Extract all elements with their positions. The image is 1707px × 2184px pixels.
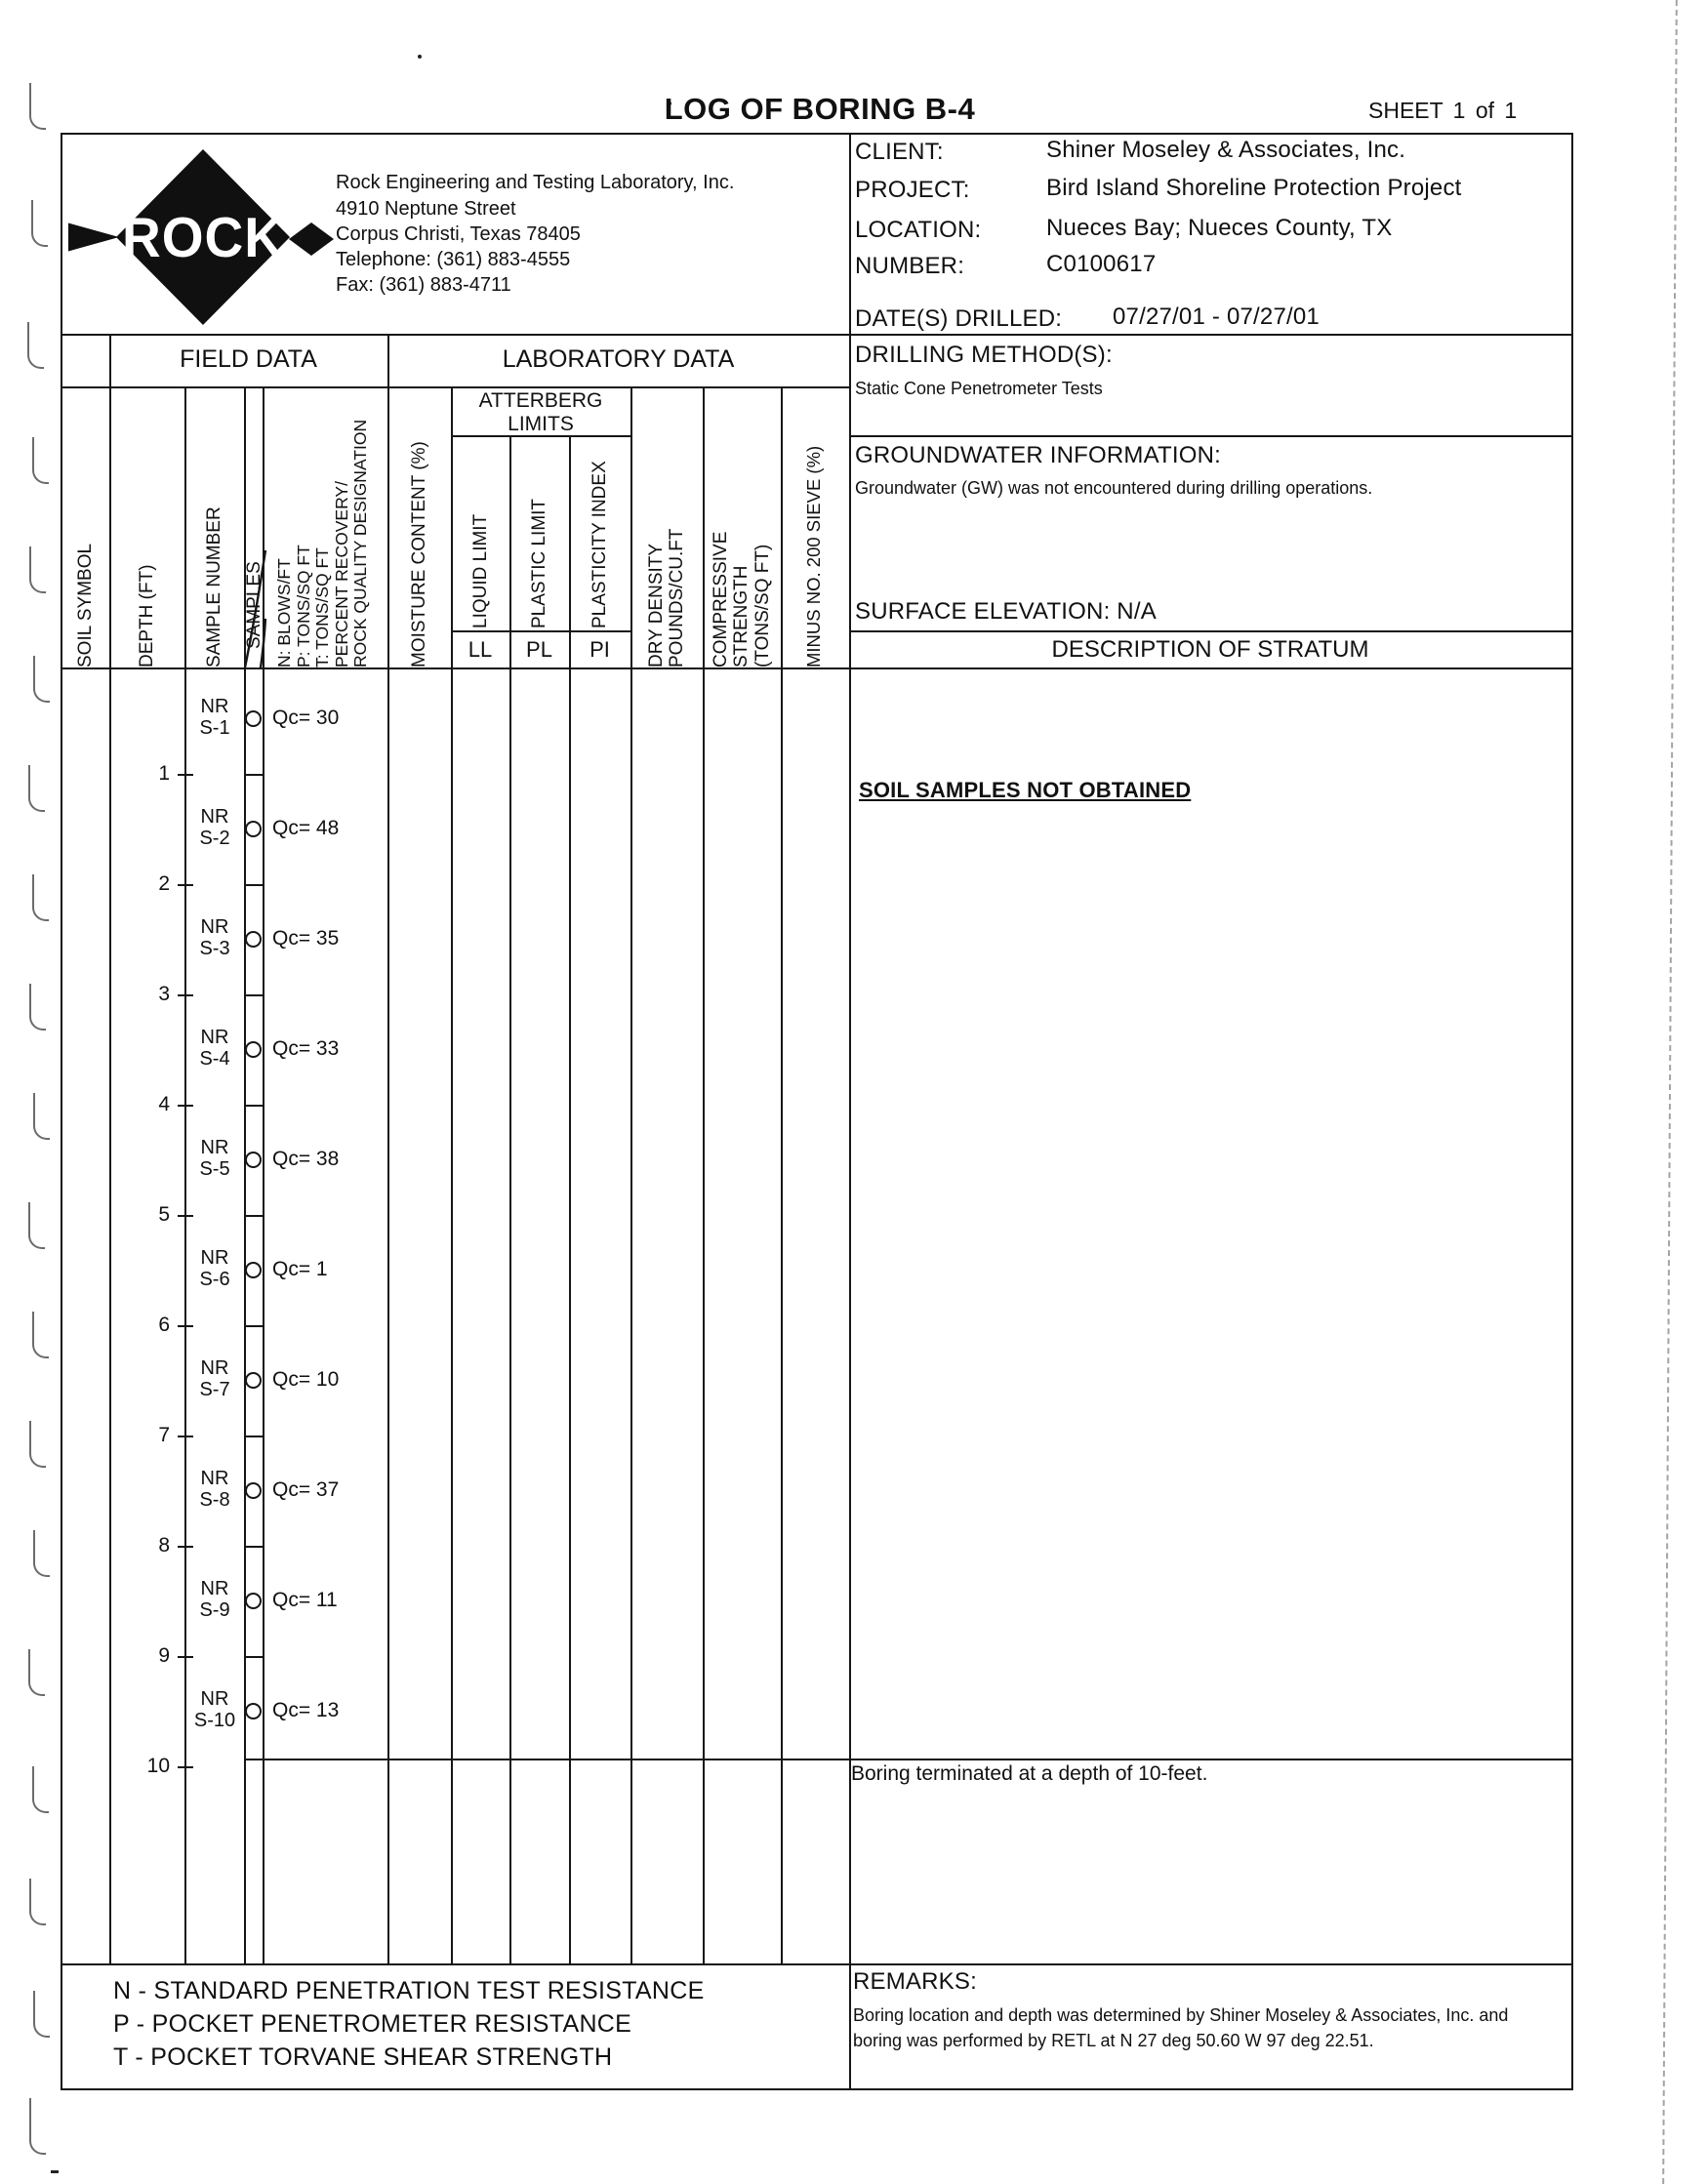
client-value: Shiner Moseley & Associates, Inc. [1046,137,1406,163]
dates-drilled-value: 07/27/01 - 07/27/01 [1113,303,1320,330]
depth-tick [178,1215,193,1217]
scan-artifact [29,1421,46,1468]
remarks-label: REMARKS: [853,1968,977,1995]
sample-number: NR S-8 [199,1468,230,1511]
scan-artifact [32,1766,49,1813]
location-value: Nueces Bay; Nueces County, TX [1046,215,1393,241]
qc-value: Qc= 37 [272,1478,340,1501]
sample-symbol [245,1703,262,1719]
scan-artifact [32,437,49,484]
strip-tick [244,1105,264,1107]
depth-tick [178,774,193,776]
rule-col [703,386,705,1965]
rule-main-divider [849,133,851,2090]
rock-logo-left-arrow [68,219,119,256]
surface-elevation: SURFACE ELEVATION: N/A [855,598,1157,625]
col-plasticity-index: PLASTICITY INDEX [589,461,610,628]
rule-left-border [61,133,62,2090]
scan-artifact [33,1530,50,1577]
depth-tick [178,1325,193,1327]
rock-logo-right-diamond [289,222,334,256]
col-sample-number: SAMPLE NUMBER [204,506,224,667]
qc-value: Qc= 38 [272,1148,340,1170]
scan-artifact [29,546,46,593]
sample-number: NR S-9 [199,1578,230,1621]
location-label: LOCATION: [855,217,982,243]
rule-header-bottom [61,334,1573,336]
company-address1: 4910 Neptune Street [336,198,516,220]
depth-mark: 5 [158,1203,170,1226]
depth-tick [178,1766,193,1768]
company-name: Rock Engineering and Testing Laboratory, Inc. [336,172,735,193]
rule-col [109,334,111,1965]
depth-tick [178,1105,193,1107]
rule-table-bottom [61,1963,1573,1965]
stratum-note: SOIL SAMPLES NOT OBTAINED [859,778,1192,802]
page-edge-line [1662,0,1678,2184]
strip-tick [244,1546,264,1548]
rule-col [781,386,783,1965]
groundwater-label: GROUNDWATER INFORMATION: [855,442,1221,468]
rule-termination-depth [244,1759,1573,1760]
col-plastic-limit: PLASTIC LIMIT [529,498,549,628]
scan-artifact [28,765,45,812]
col-dry-density: DRY DENSITY POUNDS/CU.FT [646,528,688,667]
depth-tick [178,1656,193,1658]
sample-number: NR S-4 [199,1027,230,1070]
strip-tick [244,1215,264,1217]
sample-symbol [245,710,262,727]
scan-dot [418,55,422,59]
client-label: CLIENT: [855,139,944,165]
depth-tick [178,994,193,996]
company-address2: Corpus Christi, Texas 78405 [336,223,581,245]
col-n-block: N: BLOWS/FT P: TONS/SQ FT T: TONS/SQ FT PERCENT RECOVERY/ ROCK QUALITY DESIGNATION [274,419,371,667]
scan-artifact [33,656,50,703]
rule-col [509,435,511,1965]
rock-logo-text: ROCK [122,205,284,269]
scan-artifact [29,2098,46,2155]
project-value: Bird Island Shoreline Protection Project [1046,175,1462,201]
legend-t: T - POCKET TORVANE SHEAR STRENGTH [113,2043,613,2071]
depth-tick [178,884,193,886]
sample-number: NR S-1 [199,696,230,739]
rule-top-border [61,133,1573,135]
pi-cell: PI [589,637,610,662]
pl-cell: PL [526,637,552,662]
sample-number: NR S-6 [199,1247,230,1290]
atterberg-subtitle: LIMITS [508,413,574,435]
scan-artifact [32,874,49,921]
sample-symbol [245,1041,262,1058]
col-soil-symbol: SOIL SYMBOL [75,543,96,667]
scan-artifact [29,1879,46,1925]
drilling-method-value: Static Cone Penetrometer Tests [855,379,1103,398]
scan-artifact [29,984,46,1031]
number-value: C0100617 [1046,251,1157,277]
project-label: PROJECT: [855,177,970,203]
rule-drilling-bottom [849,435,1573,437]
sample-symbol [245,1593,262,1609]
strip-tick [244,1436,264,1437]
qc-value: Qc= 30 [272,707,340,729]
atterberg-title: ATTERBERG [478,389,603,412]
drilling-method-label: DRILLING METHOD(S): [855,342,1113,368]
scan-artifact [29,83,46,130]
qc-value: Qc= 48 [272,817,340,839]
scan-artifact [28,1649,45,1696]
sample-number: NR S-2 [199,806,230,849]
ll-cell: LL [467,637,493,662]
qc-value: Qc= 33 [272,1037,340,1060]
depth-mark: 4 [158,1093,170,1115]
depth-tick [178,1546,193,1548]
strip-tick [244,884,264,886]
strip-tick [244,1656,264,1658]
col-minus-200: MINUS NO. 200 SIEVE (%) [803,445,824,667]
scan-artifact [28,1202,45,1249]
scan-artifact [33,1991,50,2038]
strip-tick [244,1325,264,1327]
rule-surface-bottom [849,630,1573,632]
legend-n: N - STANDARD PENETRATION TEST RESISTANCE [113,1977,705,2004]
sample-symbol [245,1372,262,1389]
scan-artifact [33,1093,50,1140]
laboratory-data-band: LABORATORY DATA [502,345,735,373]
rule-columns-bottom [61,667,1573,669]
col-moisture: MOISTURE CONTENT (%) [409,441,429,667]
remarks-line1: Boring location and depth was determined by Shiner Moseley & Associates, Inc. and [853,2005,1509,2025]
depth-mark: 1 [158,762,170,785]
sample-symbol [245,1152,262,1168]
strip-tick [244,994,264,996]
sample-symbol [245,821,262,837]
field-data-band: FIELD DATA [180,345,317,373]
col-depth: DEPTH (FT) [137,564,157,667]
remarks-line2: boring was performed by RETL at N 27 deg 50.60 W 97 deg 22.51. [853,2031,1374,2050]
col-samples: SAMPLES [244,561,264,649]
col-liquid-limit: LIQUID LIMIT [470,513,491,628]
scan-artifact [31,200,48,247]
sample-number: NR S-10 [193,1688,236,1731]
depth-mark: 2 [158,872,170,895]
sample-symbol [245,1262,262,1278]
depth-mark: 7 [158,1424,170,1446]
qc-value: Qc= 10 [272,1368,340,1391]
sample-number: NR S-3 [199,916,230,959]
rule-right-border [1571,133,1573,2090]
depth-mark: 6 [158,1314,170,1336]
qc-value: Qc= 11 [272,1589,338,1611]
scan-dot [51,2170,59,2173]
dates-drilled-label: DATE(S) DRILLED: [855,305,1063,332]
groundwater-value: Groundwater (GW) was not encountered during drilling operations. [855,478,1373,498]
sample-symbol [245,931,262,948]
col-compressive: COMPRESSIVE STRENGTH (TONS/SQ FT) [711,531,773,667]
termination-note: Boring terminated at a depth of 10-feet. [851,1762,1208,1785]
qc-value: Qc= 1 [272,1258,328,1280]
depth-mark: 9 [158,1644,170,1667]
rule-llplpi-top [451,630,632,632]
rule-col [387,334,389,1965]
company-fax: Fax: (361) 883-4711 [336,274,511,296]
rule-col [630,386,632,1965]
legend-p: P - POCKET PENETROMETER RESISTANCE [113,2010,632,2038]
depth-mark: 8 [158,1534,170,1557]
scan-artifact [32,1312,49,1358]
sample-number: NR S-7 [199,1357,230,1400]
rule-col [451,386,453,1965]
sample-symbol [245,1482,262,1499]
description-of-stratum-header: DESCRIPTION OF STRATUM [1051,636,1369,663]
qc-value: Qc= 35 [272,927,340,950]
sheet-label: SHEET 1 of 1 [1368,98,1518,123]
page-title: LOG OF BORING B-4 [664,92,976,126]
depth-mark: 10 [146,1755,170,1777]
rule-bottom-border [61,2088,1573,2090]
depth-tick [178,1436,193,1437]
qc-value: Qc= 13 [272,1699,340,1721]
samples-funnel-bracket [230,546,279,671]
scan-artifact [27,322,44,369]
rule-col [569,435,571,1965]
company-phone: Telephone: (361) 883-4555 [336,249,571,270]
depth-mark: 3 [158,983,170,1005]
strip-tick [244,774,264,776]
sample-number: NR S-5 [199,1137,230,1180]
number-label: NUMBER: [855,253,965,279]
